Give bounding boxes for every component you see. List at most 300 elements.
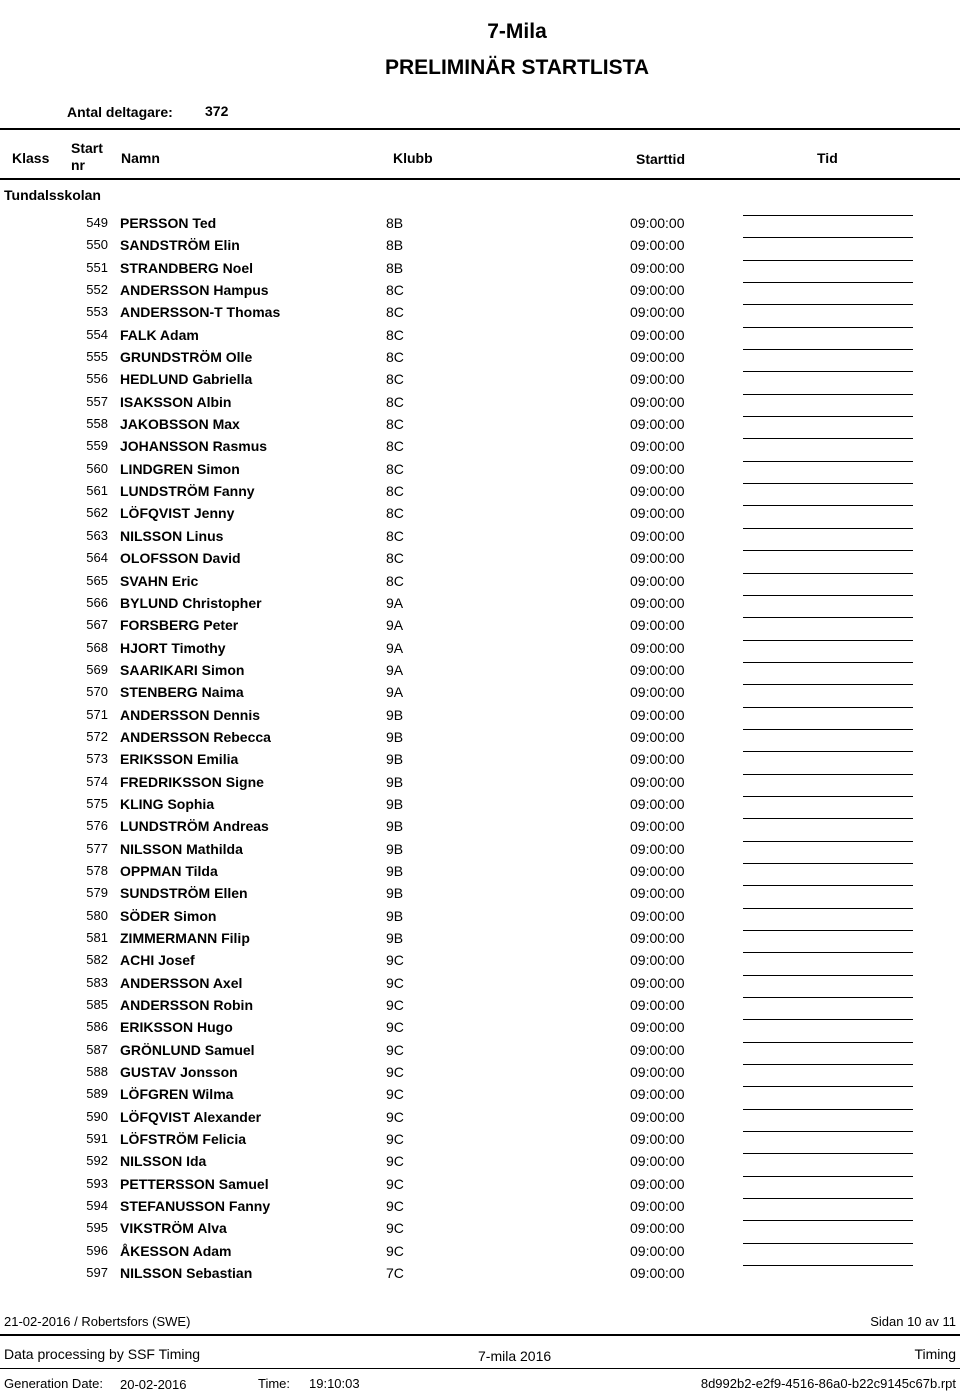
time-entry-line [743,1198,913,1199]
runner-name: STEFANUSSON Fanny [120,1198,271,1215]
table-row [0,525,960,547]
club-name: 8C [386,438,404,455]
time-entry-line [743,818,913,819]
club-name: 9B [386,728,404,745]
runner-name: ANDERSSON-T Thomas [120,304,281,321]
table-row [0,212,960,234]
start-number: 550 [86,237,108,253]
club-name: 8C [386,460,404,477]
start-number: 576 [86,818,108,834]
start-time: 09:00:00 [630,1041,685,1058]
runner-name: NILSSON Mathilda [120,840,243,857]
table-row [0,279,960,301]
club-name: 9A [386,594,404,611]
footer-event-name: 7-mila 2016 [478,1348,552,1364]
time-entry-line [743,461,913,462]
start-number: 560 [86,460,108,476]
start-time: 09:00:00 [630,1265,685,1282]
col-klass: Klass [12,150,50,166]
participants-count: 372 [205,103,229,119]
table-row [0,748,960,770]
time-entry-line [743,304,913,305]
start-time: 09:00:00 [630,215,685,231]
time-entry-line [743,729,913,730]
start-time: 09:00:00 [630,505,685,522]
footer-file-name: 8d992b2-e2f9-4516-86a0-b22c9145c67b.rpt [700,1376,956,1391]
club-name: 8B [386,215,404,231]
table-row [0,927,960,949]
start-number: 565 [86,572,108,588]
footer-date-location: 21-02-2016 / Robertsfors (SWE) [4,1314,191,1329]
start-number: 578 [86,862,108,878]
start-time: 09:00:00 [630,952,685,969]
table-row [0,972,960,994]
club-name: 8C [386,416,404,433]
start-number: 585 [86,997,108,1013]
runner-name: ANDERSSON Robin [120,997,253,1014]
time-entry-line [743,282,913,283]
table-row [0,681,960,703]
club-name: 9B [386,885,404,902]
header-divider-top [0,128,960,130]
start-number: 580 [86,907,108,923]
start-time: 09:00:00 [630,684,685,701]
table-row [0,771,960,793]
start-time: 09:00:00 [630,706,685,723]
club-name: 9B [386,862,404,879]
col-tid: Tid [817,150,838,166]
runner-name: FORSBERG Peter [120,617,239,634]
table-row [0,413,960,435]
start-time: 09:00:00 [630,1131,685,1148]
start-time: 09:00:00 [630,259,685,276]
club-name: 9C [386,1198,404,1215]
table-row [0,257,960,279]
runner-name: HEDLUND Gabriella [120,371,253,388]
club-name: 9C [386,1242,404,1259]
time-entry-line [743,528,913,529]
time-entry-line [743,215,913,216]
time-entry-line [743,1064,913,1065]
runner-name: BYLUND Christopher [120,594,262,611]
runner-name: SVAHN Eric [120,572,199,589]
start-time: 09:00:00 [630,974,685,991]
col-start: Start [71,140,103,156]
runner-name: SÖDER Simon [120,907,217,924]
table-row [0,994,960,1016]
start-time: 09:00:00 [630,1175,685,1192]
start-number: 581 [86,930,108,945]
runner-name: STENBERG Naima [120,684,244,701]
start-time: 09:00:00 [630,1220,685,1237]
start-time: 09:00:00 [630,930,685,946]
start-time: 09:00:00 [630,1198,685,1215]
runner-name: ANDERSSON Dennis [120,706,261,723]
table-row [0,1039,960,1061]
start-number: 595 [86,1220,108,1236]
runner-name: LÖFGREN Wilma [120,1086,234,1103]
start-number: 561 [86,483,108,499]
table-row [0,1016,960,1038]
table-row [0,1217,960,1239]
table-row [0,1128,960,1150]
table-row [0,815,960,837]
start-time: 09:00:00 [630,617,685,634]
start-time: 09:00:00 [630,594,685,611]
start-time: 09:00:00 [630,1086,685,1103]
start-number: 574 [86,773,108,789]
club-name: 8C [386,304,404,321]
runner-name: GRUNDSTRÖM Olle [120,349,253,366]
event-title: 7-Mila [487,20,547,43]
table-row [0,905,960,927]
runner-name: LÖFQVIST Jenny [120,505,235,522]
runner-name: NILSSON Ida [120,1153,207,1170]
table-row [0,435,960,457]
table-row [0,1240,960,1262]
start-number: 594 [86,1198,108,1214]
start-number: 556 [86,371,108,387]
club-name: 8C [386,326,404,343]
start-time: 09:00:00 [630,237,685,254]
table-row [0,346,960,368]
col-nr: nr [71,157,85,173]
runner-name: VIKSTRÖM Alva [120,1220,227,1237]
start-number: 587 [86,1041,108,1057]
start-time: 09:00:00 [630,862,685,879]
table-row [0,1150,960,1172]
start-time: 09:00:00 [630,907,685,924]
time-entry-line [743,550,913,551]
start-number: 579 [86,885,108,901]
start-number: 597 [86,1265,108,1281]
runner-name: ANDERSSON Rebecca [120,728,271,745]
table-row [0,838,960,860]
runner-name: LÖFQVIST Alexander [120,1108,262,1125]
runner-name: NILSSON Linus [120,527,224,544]
footer-timing: Timing [914,1346,956,1362]
start-number: 549 [86,215,108,230]
start-time: 09:00:00 [630,1153,685,1170]
start-number: 555 [86,349,108,365]
club-name: 8B [386,237,404,254]
start-time: 09:00:00 [630,661,685,678]
runner-name: JOHANSSON Rasmus [120,438,268,455]
table-row [0,1195,960,1217]
start-number: 554 [86,326,108,342]
table-row [0,301,960,323]
runner-name: ANDERSSON Hampus [120,282,269,299]
start-time: 09:00:00 [630,349,685,366]
start-time: 09:00:00 [630,885,685,902]
start-time: 09:00:00 [630,483,685,500]
table-row [0,704,960,726]
club-name: 9C [386,974,404,991]
start-number: 573 [86,751,108,767]
time-entry-line [743,483,913,484]
table-row [0,726,960,748]
start-time: 09:00:00 [630,527,685,544]
runner-name: LINDGREN Simon [120,460,240,477]
table-row [0,1083,960,1105]
start-number: 586 [86,1019,108,1035]
club-name: 9C [386,1064,404,1081]
table-row [0,570,960,592]
start-number: 567 [86,617,108,633]
club-name: 9C [386,1153,404,1170]
start-number: 553 [86,304,108,320]
start-number: 589 [86,1086,108,1102]
table-row [0,458,960,480]
table-row [0,547,960,569]
start-time: 09:00:00 [630,572,685,589]
club-name: 8C [386,527,404,544]
start-number: 566 [86,594,108,610]
runner-name: SANDSTRÖM Elin [120,237,240,254]
table-row [0,592,960,614]
start-number: 551 [86,259,108,275]
time-entry-line [743,327,913,328]
start-number: 593 [86,1175,108,1191]
col-namn: Namn [121,150,160,166]
start-number: 583 [86,974,108,990]
table-row [0,949,960,971]
footer-divider-bottom [0,1368,960,1369]
runner-name: FREDRIKSSON Signe [120,773,264,790]
header-divider-bottom [0,178,960,180]
time-entry-line [743,662,913,663]
runner-name: STRANDBERG Noel [120,259,254,276]
start-time: 09:00:00 [630,997,685,1014]
start-number: 569 [86,661,108,677]
start-time: 09:00:00 [630,550,685,567]
runner-name: OLOFSSON David [120,550,241,567]
class-heading: Tundalsskolan [4,187,101,203]
club-name: 9C [386,1086,404,1103]
time-entry-line [743,640,913,641]
time-entry-line [743,237,913,238]
club-name: 9A [386,639,404,656]
table-row [0,234,960,256]
start-time: 09:00:00 [630,438,685,455]
runner-name: PERSSON Ted [120,215,217,231]
table-row [0,502,960,524]
start-number: 562 [86,505,108,521]
runner-name: FALK Adam [120,326,199,343]
time-entry-line [743,908,913,909]
start-number: 563 [86,527,108,543]
start-time: 09:00:00 [630,371,685,388]
time-entry-line [743,349,913,350]
time-entry-line [743,751,913,752]
time-entry-line [743,952,913,953]
start-number: 571 [86,706,108,722]
runner-name: ÅKESSON Adam [120,1242,232,1259]
footer-generation-date: 20-02-2016 [120,1377,187,1392]
time-entry-line [743,1243,913,1244]
col-klubb: Klubb [393,150,433,166]
table-row [0,793,960,815]
time-entry-line [743,707,913,708]
runner-name: SAARIKARI Simon [120,661,245,678]
runner-name: ACHI Josef [120,952,195,969]
start-number: 575 [86,795,108,811]
table-row [0,659,960,681]
time-entry-line [743,1131,913,1132]
start-time: 09:00:00 [630,460,685,477]
runner-name: PETTERSSON Samuel [120,1175,269,1192]
runner-name: NILSSON Sebastian [120,1265,253,1282]
start-number: 570 [86,684,108,700]
time-entry-line [743,997,913,998]
footer-time-label: Time: [258,1376,291,1391]
club-name: 9C [386,1131,404,1148]
table-row [0,614,960,636]
col-starttid: Starttid [636,151,685,167]
time-entry-line [743,975,913,976]
start-time: 09:00:00 [630,282,685,299]
table-row [0,368,960,390]
club-name: 9A [386,661,404,678]
time-entry-line [743,595,913,596]
club-name: 9B [386,706,404,723]
time-entry-line [743,438,913,439]
table-row [0,391,960,413]
table-row [0,1262,960,1284]
runner-name: ZIMMERMANN Filip [120,930,250,946]
time-entry-line [743,930,913,931]
start-time: 09:00:00 [630,1242,685,1259]
club-name: 8C [386,483,404,500]
club-name: 9C [386,1041,404,1058]
runner-name: GRÖNLUND Samuel [120,1041,255,1058]
club-name: 8B [386,259,404,276]
start-time: 09:00:00 [630,840,685,857]
start-time: 09:00:00 [630,795,685,812]
club-name: 9C [386,1019,404,1036]
club-name: 9C [386,1108,404,1125]
start-time: 09:00:00 [630,818,685,835]
start-time: 09:00:00 [630,393,685,410]
time-entry-line [743,1153,913,1154]
club-name: 8C [386,393,404,410]
club-name: 9A [386,684,404,701]
time-entry-line [743,841,913,842]
time-entry-line [743,260,913,261]
runner-name: LUNDSTRÖM Andreas [120,818,269,835]
start-number: 559 [86,438,108,454]
time-entry-line [743,1042,913,1043]
time-entry-line [743,684,913,685]
time-entry-line [743,617,913,618]
runner-name: JAKOBSSON Max [120,416,240,433]
start-time: 09:00:00 [630,326,685,343]
start-number: 568 [86,639,108,655]
time-entry-line [743,774,913,775]
footer-generation-label: Generation Date: [4,1376,104,1391]
runner-name: ERIKSSON Hugo [120,1019,233,1036]
club-name: 9C [386,997,404,1014]
runner-name: SUNDSTRÖM Ellen [120,885,248,902]
table-row [0,1173,960,1195]
runner-name: ERIKSSON Emilia [120,751,239,768]
runner-name: KLING Sophia [120,795,215,812]
start-number: 592 [86,1153,108,1169]
club-name: 8C [386,349,404,366]
start-time: 09:00:00 [630,1108,685,1125]
club-name: 8C [386,505,404,522]
start-time: 09:00:00 [630,1064,685,1081]
start-number: 558 [86,416,108,432]
time-entry-line [743,1109,913,1110]
club-name: 9B [386,751,404,768]
time-entry-line [743,863,913,864]
start-time: 09:00:00 [630,416,685,433]
footer-processing: Data processing by SSF Timing [4,1346,201,1362]
time-entry-line [743,885,913,886]
club-name: 9B [386,773,404,790]
time-entry-line [743,1176,913,1177]
start-number: 557 [86,393,108,409]
table-row [0,1061,960,1083]
start-time: 09:00:00 [630,1019,685,1036]
table-row [0,480,960,502]
club-name: 9C [386,1220,404,1237]
time-entry-line [743,1265,913,1266]
club-name: 9B [386,818,404,835]
club-name: 9B [386,907,404,924]
table-row [0,324,960,346]
runner-name: LÖFSTRÖM Felicia [120,1131,247,1148]
participants-label: Antal deltagare: [67,104,173,120]
runner-name: ISAKSSON Albin [120,393,232,410]
runner-name: HJORT Timothy [120,639,226,656]
runner-name: ANDERSSON Axel [120,974,243,991]
start-list [0,212,960,1285]
club-name: 9C [386,952,404,969]
time-entry-line [743,796,913,797]
start-number: 572 [86,728,108,744]
time-entry-line [743,371,913,372]
table-row [0,882,960,904]
start-number: 590 [86,1108,108,1124]
club-name: 9C [386,1175,404,1192]
start-time: 09:00:00 [630,639,685,656]
table-row [0,1106,960,1128]
club-name: 9B [386,840,404,857]
footer-divider-top [0,1334,960,1336]
start-number: 596 [86,1242,108,1258]
footer-time-value: 19:10:03 [309,1376,360,1391]
list-title: PRELIMINÄR STARTLISTA [384,56,650,79]
time-entry-line [743,416,913,417]
footer-page-number: Sidan 10 av 11 [870,1314,956,1329]
start-time: 09:00:00 [630,751,685,768]
time-entry-line [743,1220,913,1221]
start-number: 582 [86,952,108,968]
time-entry-line [743,394,913,395]
start-number: 591 [86,1131,108,1147]
table-row [0,637,960,659]
club-name: 9A [386,617,404,634]
club-name: 8C [386,371,404,388]
start-time: 09:00:00 [630,773,685,790]
club-name: 8C [386,550,404,567]
club-name: 9B [386,795,404,812]
start-number: 564 [86,550,108,566]
time-entry-line [743,505,913,506]
club-name: 9B [386,930,404,946]
